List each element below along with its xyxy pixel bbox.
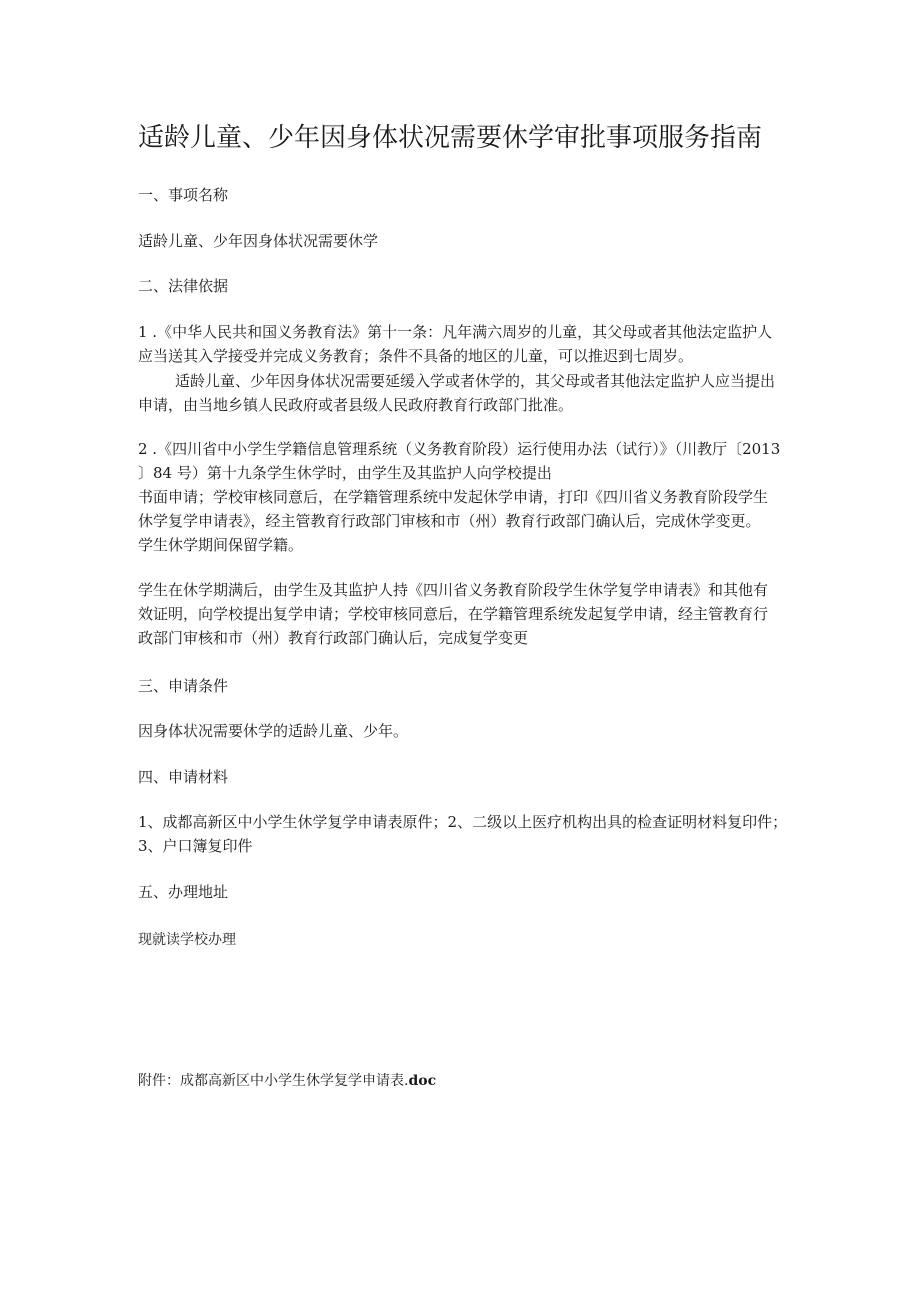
- paragraph-line: 书面申请；学校审核同意后，在学籍管理系统中发起休学申请，打印《四川省义务教育阶段学生: [138, 488, 769, 506]
- legal-basis-paragraph-3: [138, 437, 863, 557]
- paragraph-line: 3、户口簿复印件: [138, 837, 253, 855]
- document-title: 适龄儿童、少年因身体状况需要休学审批事项服务指南: [138, 123, 763, 153]
- legal-basis-paragraph-4: [138, 578, 863, 650]
- paragraph-line: 〕84 号）第十九条学生休学时，由学生及其监护人向学校提出: [138, 464, 552, 482]
- paragraph-line: 政部门审核和市（州）教育行政部门确认后，完成复学变更: [138, 629, 529, 647]
- legal-basis-paragraph-1: [138, 320, 863, 368]
- paragraph-line: 申请，由当地乡镇人民政府或者县级人民政府教育行政部门批准。: [138, 396, 574, 414]
- paragraph-line: 1 .《中华人民共和国义务教育法》第十一条：凡年满六周岁的儿童，其父母或者其他法定监护人: [138, 323, 773, 341]
- paragraph-line: 1、成都高新区中小学生休学复学申请表原件；2、二级以上医疗机构出具的检查证明材料复印件；: [138, 813, 788, 831]
- paragraph-line: 适龄儿童、少年因身体状况需要延缓入学或者休学的，其父母或者其他法定监护人应当提出: [175, 372, 776, 390]
- section-3-body: 因身体状况需要休学的适龄儿童、少年。: [138, 722, 409, 740]
- section-5-body: 现就读学校办理: [138, 932, 236, 948]
- paragraph-line: 休学复学申请表》，经主管教育行政部门审核和市（州）教育行政部门确认后，完成休学变更。: [138, 512, 761, 530]
- section-3-heading: 三、申请条件: [138, 677, 229, 695]
- section-1-body: 适龄儿童、少年因身体状况需要休学: [138, 232, 379, 250]
- legal-basis-paragraph-2: [138, 369, 863, 417]
- section-2-heading: 二、法律依据: [138, 277, 229, 295]
- paragraph-line: 学生休学期间保留学籍。: [138, 536, 304, 554]
- paragraph-line: 效证明，向学校提出复学申请；学校审核同意后，在学籍管理系统发起复学申请，经主管教育行: [138, 605, 769, 623]
- attachment-label: 附件：成都高新区中小学生休学复学申请表.: [138, 1073, 409, 1089]
- attachment-line[interactable]: [138, 1070, 436, 1092]
- section-1-heading: 一、事项名称: [138, 186, 229, 204]
- attachment-extension: doc: [408, 1073, 437, 1089]
- application-materials: [138, 810, 863, 858]
- section-4-heading: 四、申请材料: [138, 768, 229, 786]
- section-5-heading: 五、办理地址: [138, 883, 229, 901]
- paragraph-line: 应当送其入学接受并完成义务教育；条件不具备的地区的儿童，可以推迟到七周岁。: [138, 347, 694, 365]
- paragraph-line: 学生在休学期满后，由学生及其监护人持《四川省义务教育阶段学生休学复学申请表》和其他有: [138, 581, 769, 599]
- paragraph-line: 2 .《四川省中小学生学籍信息管理系统（义务教育阶段）运行使用办法（试行）》（川教厅〔2013: [138, 440, 781, 458]
